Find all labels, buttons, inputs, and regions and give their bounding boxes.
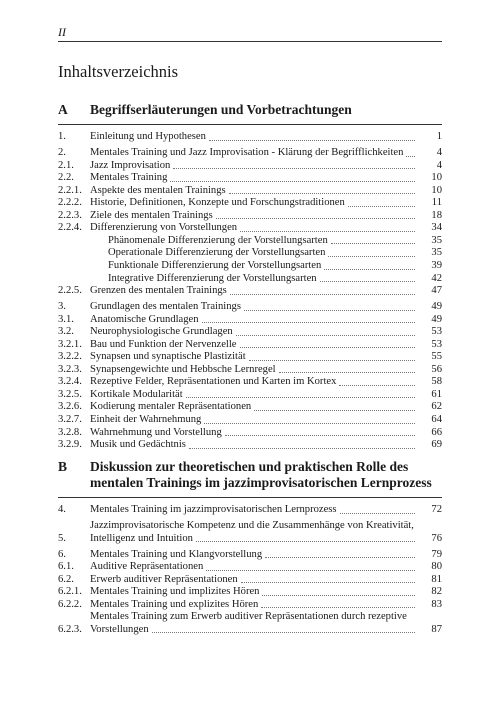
- toc-entry-title: Kortikale Modularität: [90, 388, 183, 400]
- toc-entry-number: 3.2.4.: [58, 376, 82, 388]
- section-header: [58, 459, 442, 491]
- dot-leader: [328, 256, 415, 257]
- toc-entry[interactable]: [58, 301, 442, 314]
- toc-entry-number: 3.2.6.: [58, 401, 82, 413]
- dot-leader: [216, 218, 415, 219]
- toc-entry-number: 3.2.9.: [58, 439, 82, 451]
- page-number: II: [58, 25, 66, 39]
- toc-entry-page: 82: [431, 586, 442, 598]
- toc-entry[interactable]: [58, 339, 442, 352]
- toc-entry-title: Mentales Training: [90, 172, 168, 184]
- toc-entry-list: [58, 504, 442, 636]
- dot-leader: [406, 156, 415, 157]
- toc-entry-page: 87: [431, 623, 442, 635]
- toc-entry-title: Mentales Training im jazzimprovisatorischen Lernprozess: [90, 504, 337, 515]
- toc-entry-number: 2.2.2.: [58, 197, 82, 209]
- toc-entry-number: 6.2.1.: [58, 586, 82, 598]
- toc-entry-title: Wahrnehmung und Vorstellung: [90, 426, 222, 438]
- toc-entry-title: Operationale Differenzierung der Vorstellungsarten: [108, 247, 326, 259]
- toc-entry[interactable]: [58, 147, 442, 160]
- dot-leader: [196, 541, 415, 542]
- toc-entry-title: Rezeptive Felder, Repräsentationen und Karten im Kortex: [90, 376, 337, 388]
- toc-entry-title: Einleitung und Hypothesen: [90, 131, 206, 142]
- toc-entry-title: Mentales Training und Klangvorstellung: [90, 548, 263, 560]
- toc-entry-title-continued: Vorstellungen: [90, 623, 149, 635]
- toc-entry-title: Grenzen des mentalen Trainings: [90, 285, 227, 297]
- toc-entry-page: 35: [431, 234, 442, 246]
- toc-entry-number: 2.2.3.: [58, 209, 82, 221]
- toc-entry-title: Jazzimprovisatorische Kompetenz und die Zusammenhänge von Kreativität,: [90, 520, 414, 532]
- toc-entry-title: Synapsen und synaptische Plastizität: [90, 351, 246, 363]
- toc-entry-number: 6.2.: [58, 573, 74, 585]
- toc-entry-number: 3.2.7.: [58, 414, 82, 426]
- toc-entry[interactable]: [58, 599, 442, 612]
- toc-entry-title: Musik und Gedächtnis: [90, 439, 186, 451]
- toc-entry[interactable]: [58, 401, 442, 414]
- toc-entry-title: Integrative Differenzierung der Vorstellungsarten: [108, 272, 317, 284]
- toc-entry[interactable]: [58, 549, 442, 562]
- toc-entry-number: 3.2.1.: [58, 338, 82, 350]
- toc-entry[interactable]: [58, 247, 442, 260]
- toc-entry[interactable]: [58, 172, 442, 185]
- toc-entry-page: 80: [431, 561, 442, 573]
- toc-entry-title: Grundlagen des mentalen Trainings: [90, 301, 241, 313]
- toc-entry-number: 6.1.: [58, 561, 74, 573]
- toc-entry[interactable]: [58, 222, 442, 235]
- toc-entry[interactable]: [58, 574, 442, 587]
- dot-leader: [340, 513, 415, 514]
- toc-entry-page: 53: [431, 326, 442, 338]
- toc-entry[interactable]: [58, 260, 442, 273]
- dot-leader: [254, 410, 415, 411]
- dot-leader: [240, 231, 415, 232]
- section-header: [58, 102, 442, 118]
- toc-entry-page: 61: [431, 388, 442, 400]
- toc-entry-title: Auditive Repräsentationen: [90, 561, 204, 573]
- toc-entry-number: 2.2.1.: [58, 184, 82, 196]
- toc-entry-title: Anatomische Grundlagen: [90, 313, 199, 325]
- toc-entry-title: Erwerb auditiver Repräsentationen: [90, 573, 238, 585]
- toc-entry-page: 64: [431, 414, 442, 426]
- dot-leader: [236, 335, 415, 336]
- toc-entry[interactable]: [58, 160, 442, 173]
- toc-entry-number: 2.: [58, 147, 66, 159]
- toc-entry-number: 2.2.5.: [58, 285, 82, 297]
- toc-entry[interactable]: [58, 210, 442, 223]
- toc-entry-number: 3.2.3.: [58, 363, 82, 375]
- toc-entry-title: Historie, Definitionen, Konzepte und Forschungstraditionen: [90, 197, 345, 209]
- toc-entry[interactable]: [58, 414, 442, 427]
- toc-entry-page: 83: [431, 598, 442, 610]
- toc-entry-number: 3.2.: [58, 326, 74, 338]
- toc-entry-page: 76: [431, 532, 442, 544]
- toc-entry[interactable]: [58, 520, 442, 545]
- toc-entry-page: 49: [431, 313, 442, 325]
- dot-leader: [339, 385, 415, 386]
- toc-entry-title: Synapsengewichte und Hebbsche Lernregel: [90, 363, 276, 375]
- toc-entry-page: 4: [436, 159, 442, 171]
- toc-entry[interactable]: [58, 351, 442, 364]
- toc-entry-title: Bau und Funktion der Nervenzelle: [90, 338, 237, 350]
- toc-entry-page: 47: [431, 285, 442, 297]
- toc-entry-title: Differenzierung von Vorstellungen: [90, 222, 238, 234]
- dot-leader: [202, 322, 415, 323]
- dot-leader: [348, 206, 415, 207]
- dot-leader: [241, 582, 415, 583]
- section-letter: A: [58, 102, 68, 117]
- section-title: Begriffserläuterungen und Vorbetrachtungen: [90, 102, 352, 117]
- dot-leader: [152, 632, 415, 633]
- dot-leader: [265, 557, 415, 558]
- section-letter: B: [58, 459, 68, 474]
- toc-entry-title: Kodierung mentaler Repräsentationen: [90, 401, 252, 413]
- toc-entry[interactable]: [58, 197, 442, 210]
- dot-leader: [170, 181, 415, 182]
- toc-entry[interactable]: [58, 504, 442, 517]
- toc-entry[interactable]: [58, 376, 442, 389]
- toc-entry-title: Mentales Training und explizites Hören: [90, 598, 259, 610]
- toc-entry-title: Funktionale Differenzierung der Vorstellungsarten: [108, 259, 322, 271]
- section-b: [58, 459, 442, 636]
- toc-entry[interactable]: [58, 326, 442, 339]
- toc-entry-page: 56: [431, 363, 442, 375]
- section-title: Diskussion zur theoretischen und praktischen Rolle des mentalen Trainings im jazzimprovisatorischen Lernprozess: [90, 459, 432, 490]
- dot-leader: [240, 347, 415, 348]
- toc-entry-page: 42: [431, 272, 442, 284]
- toc-entry-number: 2.1.: [58, 159, 74, 171]
- dot-leader: [189, 448, 415, 449]
- toc-entry-title: Mentales Training zum Erwerb auditiver Repräsentationen durch rezeptive: [90, 611, 407, 623]
- toc-entry-page: 1: [436, 131, 442, 142]
- toc-entry-page: 18: [431, 209, 442, 221]
- toc-entry-page: 81: [431, 573, 442, 585]
- toc-entry-number: 6.2.3.: [58, 623, 82, 635]
- dot-leader: [204, 423, 415, 424]
- dot-leader: [230, 294, 415, 295]
- toc-entry-list: [58, 131, 442, 452]
- toc-entry-number: 3.2.5.: [58, 388, 82, 400]
- toc-entry-page: 53: [431, 338, 442, 350]
- toc-title: Inhaltsverzeichnis: [58, 62, 179, 81]
- toc-entry-page: 79: [431, 548, 442, 560]
- toc-entry[interactable]: [58, 285, 442, 298]
- dot-leader: [206, 570, 415, 571]
- toc-entry-page: 35: [431, 247, 442, 259]
- toc-entry-page: 58: [431, 376, 442, 388]
- dot-leader: [249, 360, 415, 361]
- dot-leader: [320, 281, 415, 282]
- toc-entry[interactable]: [58, 439, 442, 452]
- toc-entry[interactable]: [58, 185, 442, 198]
- dot-leader: [261, 607, 415, 608]
- toc-entry[interactable]: [58, 389, 442, 402]
- toc-entry-title: Jazz Improvisation: [90, 159, 171, 171]
- toc-entry-number: 4.: [58, 504, 66, 515]
- toc-entry-title: Einheit der Wahrnehmung: [90, 414, 202, 426]
- toc-entry-page: 11: [431, 197, 442, 209]
- toc-entry[interactable]: [58, 586, 442, 599]
- toc-entry-title: Ziele des mentalen Trainings: [90, 209, 213, 221]
- toc-entry-page: 39: [431, 259, 442, 271]
- toc-entry-number: 2.2.4.: [58, 222, 82, 234]
- toc-entry-number: 6.: [58, 548, 66, 560]
- toc-entry[interactable]: [58, 561, 442, 574]
- section-rule: [58, 124, 442, 125]
- dot-leader: [244, 310, 415, 311]
- toc-entry[interactable]: [58, 131, 442, 144]
- toc-entry[interactable]: [58, 314, 442, 327]
- toc-entry[interactable]: [58, 427, 442, 440]
- dot-leader: [186, 397, 415, 398]
- toc-entry-number: 5.: [58, 532, 66, 544]
- dot-leader: [331, 243, 415, 244]
- toc-entry[interactable]: [58, 364, 442, 377]
- toc-entry-page: 10: [431, 172, 442, 184]
- toc-entry[interactable]: [58, 611, 442, 636]
- toc-entry-title: Mentales Training und implizites Hören: [90, 586, 260, 598]
- toc-entry-page: 62: [431, 401, 442, 413]
- toc-entry-title: Phänomenale Differenzierung der Vorstellungsarten: [108, 234, 328, 246]
- toc-entry-title-continued: Intelligenz und Intuition: [90, 532, 193, 544]
- dot-leader: [209, 140, 415, 141]
- toc-entry-page: 4: [436, 147, 442, 159]
- toc-entry-page: 10: [431, 184, 442, 196]
- dot-leader: [225, 435, 415, 436]
- toc-entry[interactable]: [58, 273, 442, 286]
- toc-entry-title: Neurophysiologische Grundlagen: [90, 326, 233, 338]
- toc-entry-number: 1.: [58, 131, 66, 142]
- dot-leader: [262, 595, 415, 596]
- toc-entry-page: 34: [431, 222, 442, 234]
- toc-entry[interactable]: [58, 235, 442, 248]
- toc-entry-page: 72: [431, 504, 442, 515]
- toc-entry-number: 3.: [58, 301, 66, 313]
- section-rule: [58, 497, 442, 498]
- toc-entry-number: 6.2.2.: [58, 598, 82, 610]
- toc-entry-title: Aspekte des mentalen Trainings: [90, 184, 226, 196]
- section-a: [58, 102, 442, 452]
- toc-entry-number: 3.2.2.: [58, 351, 82, 363]
- toc-entry-page: 66: [431, 426, 442, 438]
- header-rule: [58, 41, 442, 42]
- dot-leader: [229, 193, 415, 194]
- dot-leader: [279, 372, 415, 373]
- toc-entry-number: 3.2.8.: [58, 426, 82, 438]
- dot-leader: [324, 269, 415, 270]
- toc-entry-title: Mentales Training und Jazz Improvisation - Klärung der Begrifflichkeiten: [90, 147, 404, 159]
- toc-entry-number: 3.1.: [58, 313, 74, 325]
- toc-entry-page: 49: [431, 301, 442, 313]
- toc-entry-number: 2.2.: [58, 172, 74, 184]
- toc-entry-page: 69: [431, 439, 442, 451]
- toc-entry-page: 55: [431, 351, 442, 363]
- dot-leader: [173, 168, 415, 169]
